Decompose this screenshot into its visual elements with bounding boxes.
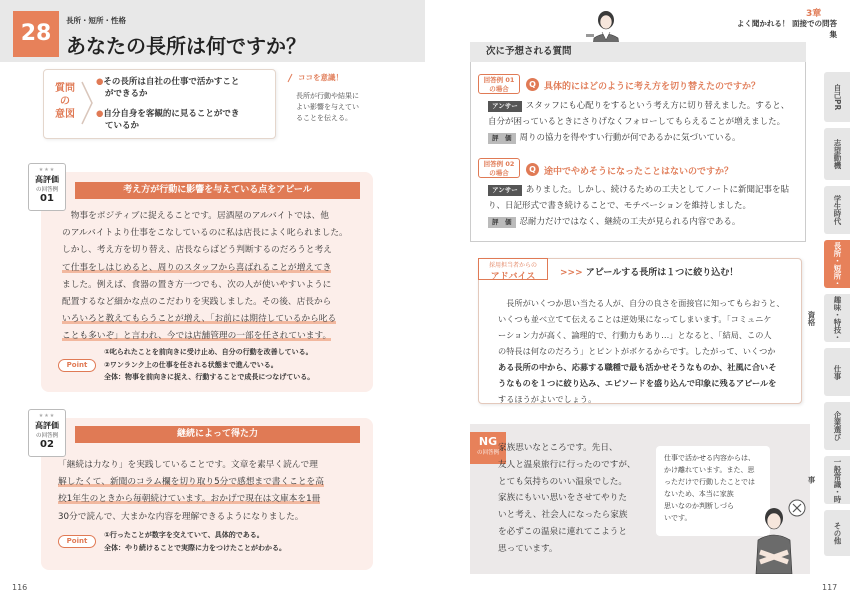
example-heading-2: 継続によって得た力: [75, 426, 360, 443]
advice-tag: 採用担当者からの アドバイス: [478, 258, 548, 280]
question-icon: Q: [526, 163, 539, 176]
intent-label: 質問 の 意図: [55, 83, 75, 120]
intent-point-2: ●自分自身を客観的に見ることができ ているか: [96, 109, 240, 131]
focus-bracket-icon: [286, 72, 294, 134]
example-text-2: 「継続は力なり」を実践していることです。文章を素早く読んで理 解したくて、新聞のコラム欄を切り取り5分で感想まで書くことを高 校1年生のときから毎朝続けています。おかげで現在は文庫本を1冊 30分で読んで、大まかな内容を理解できるようになりました。: [58, 460, 324, 522]
tab-hobbies[interactable]: 趣味・特技・資格: [824, 294, 850, 342]
tab-strengths[interactable]: 長所・短所・性格: [824, 240, 850, 288]
point-label-2: Point: [58, 535, 96, 548]
interviewer-illustration: [752, 494, 810, 574]
tab-company-choice[interactable]: 企業選び: [824, 402, 850, 450]
rating-badge-2: ★★★ 高評価 の回答例 02: [28, 409, 66, 457]
question-category: 長所・短所・性格: [66, 16, 126, 25]
example-text-1: 物事をポジティブに捉えることです。居酒屋のアルバイトでは、他 のアルバイトより仕事をこなしているのに私は店長によく叱られました。 しかし、考え方を切り替え、店長ならばどう判断するのだろうと考え て仕事をしはじめると、周りのスタッフから喜ばれることが増えてき ました。例えば、食器の置き方一つでも、次の人が使いやすいように 配置するなど細かな点のこだわりを実践しました。その後、店長から いろいろと教えてもらうことが増え、「お前には期待しているから叱る ことも多いぞ」と言われ、今では店舗管理の一部を任されています。: [62, 211, 348, 342]
triple-chevron-icon: >>>: [560, 268, 583, 278]
focus-text: 長所が行動や結果に よい影響を与えてい ることを伝える。: [296, 92, 359, 122]
next-questions-title: 次に予想される質問: [470, 42, 806, 62]
tab-student-days[interactable]: 学生時代: [824, 186, 850, 234]
ng-tag: NG の回答例: [470, 432, 506, 464]
advice-text: 長所がいくつか思い当たる人が、自分の良さを面接官に知ってもらおうと、 いくつも並べ立てて伝えることは逆効果になってしまいます。「コミュニケ ーション力が高く、論理的で、行動力もあり…」となると、「結局、この人 の特長は何なのだろう」とピントがボケるからです。したがって、いくつか ある長所の中から、応募する職種で最も活かせそうなものか、社風に合いそ うなものを１つに絞り込み、エピソードを盛り込んで印象に残るアピールを するほうがよいでしょう。: [498, 298, 785, 404]
followup-answer-2: アンサー ありました。しかし、続けるための工夫としてノートに新聞記事を貼 り、日記形式で書き続けることで、モチベーションを維持しました。 評 価 忍耐力だけではなく、継続の工夫が見られる内容である。: [488, 185, 789, 227]
question-icon: Q: [526, 78, 539, 91]
example-heading-1: 考え方が行動に影響を与えている点をアピール: [75, 182, 360, 199]
rating-badge-1: ★★★ 高評価 の回答例 01: [28, 163, 66, 211]
case-tag-1: 回答例 01 の場合: [478, 74, 520, 94]
intent-point-1: ●その長所は自社の仕事で活かすこと ができるか: [96, 77, 240, 99]
case-tag-2: 回答例 02 の場合: [478, 158, 520, 178]
chapter-title: よく聞かれる！ 面接での問答集: [736, 19, 837, 39]
point-label-1: Point: [58, 359, 96, 372]
question-number: 28: [13, 11, 59, 57]
followup-answer-1: アンサー スタッフにも心配りをするという考え方に切り替えました。すると、 自分が困っているときにさりげなくフォローしてもらえることが増えました。 評 価 周りの協力を得やすい行動が何であるかに気づいている。: [488, 101, 790, 143]
followup-question-1: 具体的にはどのように考え方を切り替えたのですか？: [544, 82, 761, 92]
chapter-number: 3章: [806, 9, 822, 19]
tab-work[interactable]: 仕事: [824, 348, 850, 396]
question-title: あなたの長所は何ですか？: [66, 34, 306, 58]
page-number-right: 117: [822, 583, 838, 592]
chevron-right-icon: [80, 80, 94, 126]
point-text-2: ①行ったことが数字を交えていて、具体的である。 全体：やり続けることで実際に力をつけたことがわかる。: [104, 531, 286, 552]
page-number-left: 116: [12, 583, 28, 592]
ng-comment-bubble: 仕事で活かせる内容からは、 かけ離れています。また、思 っただけで行動したことでは ないため、本当に家族 思いなのか判断しづら いです。: [656, 446, 770, 536]
tab-self-pr[interactable]: 自己PR: [824, 72, 850, 122]
followup-question-2: 途中でやめそうになったことはないのですか？: [544, 167, 734, 177]
tab-current-affairs[interactable]: 一般常識・時事: [824, 456, 850, 504]
tab-motivation[interactable]: 志望動機: [824, 128, 850, 180]
advice-heading: >>> アピールする長所は１つに絞り込む！: [560, 268, 739, 278]
point-text-1: ①叱られたことを前向きに受け止め、自分の行動を改善している。 ②ワンランク上の仕事を任される状態まで進んでいる。 全体：物事を前向きに捉え、行動することで成長につなげている。: [104, 348, 315, 381]
ng-answer-text: 家族思いなところです。先日、 友人と温泉旅行に行ったのですが、 とても気持ちのいい温泉でした。 家族にもいい思いをさせてやりた いと考え、社会人になったら家族 を必ずこの温泉に連れてこようと 思っています。: [498, 443, 636, 554]
tab-other[interactable]: その他: [824, 510, 850, 556]
focus-label: ココを意識！: [298, 73, 343, 82]
